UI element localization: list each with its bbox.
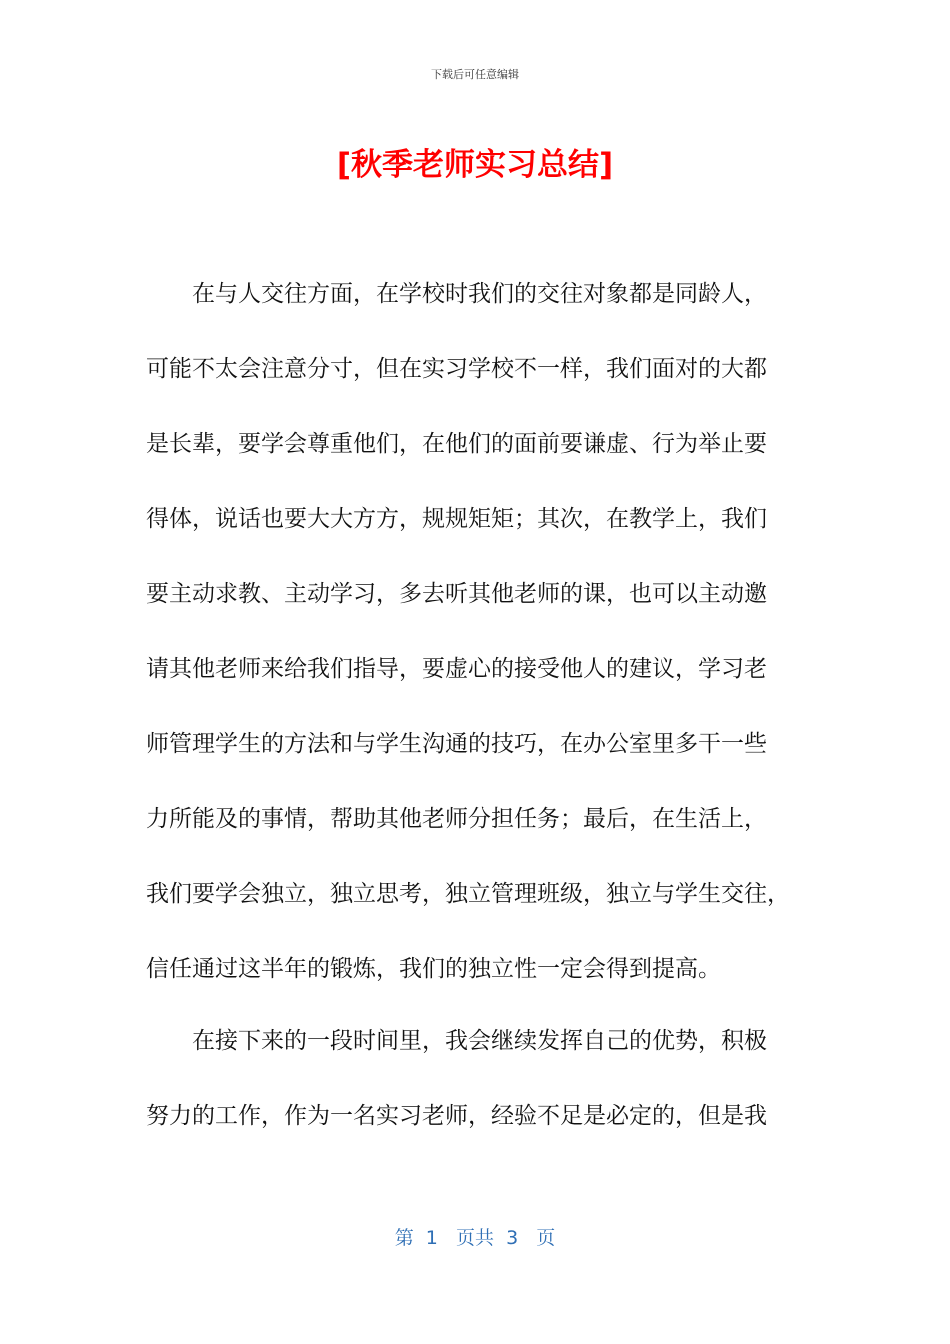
paragraph-1 xyxy=(146,257,806,1007)
paragraph-line: 信任通过这半年的锻炼，我们的独立性一定会得到提高。 xyxy=(146,956,721,982)
paragraph-line: 可能不太会注意分寸，但在实习学校不一样，我们面对的大都 xyxy=(146,356,767,382)
paragraph-2 xyxy=(146,1004,806,1154)
page-footer: 第 1 页共 3 页 xyxy=(394,1227,556,1249)
paragraph-line: 是长辈，要学会尊重他们，在他们的面前要谦虚、行为举止要 xyxy=(146,431,767,457)
paragraph-line: 努力的工作，作为一名实习老师，经验不足是必定的，但是我 xyxy=(146,1103,767,1129)
paragraph-line: 师管理学生的方法和与学生沟通的技巧，在办公室里多干一些 xyxy=(146,731,767,757)
paragraph-line: 力所能及的事情，帮助其他老师分担任务；最后，在生活上， xyxy=(146,806,767,832)
paragraph-line: 要主动求教、主动学习，多去听其他老师的课，也可以主动邀 xyxy=(146,581,767,607)
paragraph-line: 我们要学会独立，独立思考，独立管理班级，独立与学生交往， xyxy=(146,881,790,907)
paragraph-line: 在与人交往方面，在学校时我们的交往对象都是同龄人， xyxy=(192,281,767,307)
paragraph-line: 在接下来的一段时间里，我会继续发挥自己的优势，积极 xyxy=(192,1028,767,1054)
document-title: [秋季老师实习总结] xyxy=(336,147,614,183)
paragraph-line: 得体，说话也要大大方方，规规矩矩；其次，在教学上，我们 xyxy=(146,506,767,532)
header-note: 下载后可任意编辑 xyxy=(431,68,519,81)
paragraph-line: 请其他老师来给我们指导，要虚心的接受他人的建议，学习老 xyxy=(146,656,767,682)
